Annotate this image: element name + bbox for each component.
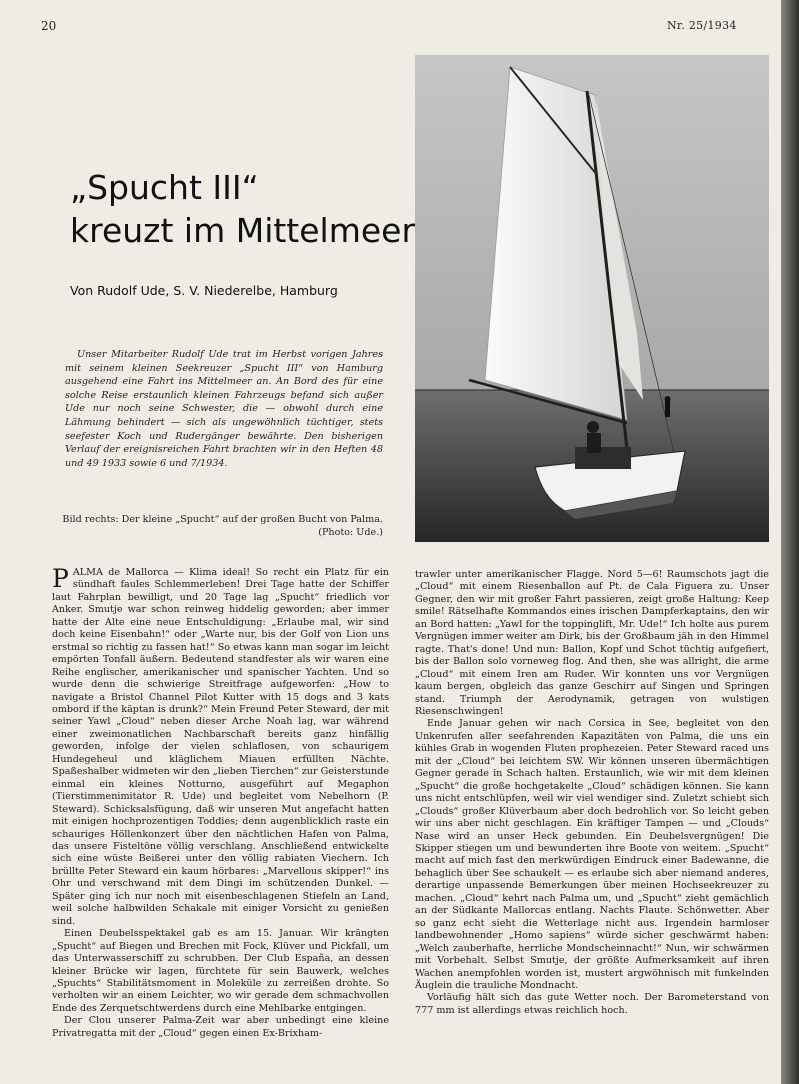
caption-text: Bild rechts: Der kleine „Spucht“ auf der großen Bucht von Palma. — [62, 514, 383, 525]
figure-distance — [665, 401, 670, 417]
sailor-body — [587, 433, 601, 453]
byline: Von Rudolf Ude, S. V. Niederelbe, Hamburg — [70, 283, 338, 298]
article-title-line1: „Spucht III“ — [70, 168, 259, 207]
photo-credit: (Photo: Ude.) — [318, 526, 383, 538]
issue-number: Nr. 25/1934 — [667, 19, 737, 32]
cabin — [575, 447, 631, 469]
sailor-head — [587, 421, 599, 433]
figure-head — [665, 396, 671, 402]
article-title-line2: kreuzt im Mittelmeer — [70, 211, 416, 250]
drop-cap: P — [52, 564, 69, 593]
intro-paragraph: Unser Mitarbeiter Rudolf Ude trat im Herbst vorigen Jahres mit seinem kleinen Seekreuzer „Spucht III“ von Hamburg ausgehend eine Fahrt ins Mittelmeer an. An Bord des für eine solche Reise erstaunlich kleinen Fahrzeugs befand sich außer Ude nur noch seine Schwester, die — obwohl durch eine Lähmung behindert — sich als ungewöhnlich tüchtiger, stets seefester Koch und Rudergänger bewährte. Den bisherigen Verlauf der ereignisreichen Fahrt brachten wir in den Heften 48 und 49 1933 sowie 6 und 7/1934. — [65, 349, 383, 469]
body-paragraph: trawler unter amerikanischer Flagge. Nord 5—6! Raumschots jagt die „Cloud“ mit einem Riesenballon auf Pt. de Cala Figuera zu. Unser Gegner, den wir mit großer Fahrt passieren, zeigt große Haltung: Keep smile! Rätselhafte Kommandos eines irischen Dampferkaptains, den wir an Bord hatten: „Yawl for the toppinglift, Mr. Ude!“ Ich holte aus purem Vergnügen immer weiter am Dirk, bis der Großbaum jäh in den Himmel ragte. That's done! Und nun: Ballon, Kopf und Schot tüchtig aufgefiert, bis der Ballon solo vorneweg flog. And then, she was allright, die arme „Cloud“ mit einem Iren am Ruder. Wir konnten uns vor Vergnügen kaum bergen, obgleich das ganze Geschirr auf Singen und Springen stand. Triumph der Aerodynamik, getragen von wulstigen Riesenschwingen! — [415, 569, 769, 717]
body-paragraph — [52, 564, 389, 928]
body-paragraph: Einen Deubelsspektakel gab es am 15. Januar. Wir krängten „Spucht“ auf Biegen und Brechen mit Fock, Klüver und Pickfall, um das Unterwasserschiff zu schrubben. Der Club España, an dessen kleiner Brücke wir lagen, fürchtete für sein Bauwerk, welches „Spuchts“ Stabilitätsmoment in Moleküle zu zerreißen drohte. So verholten wir an einem Leichter, wo wir gerade dem schmachvollen Ende des Zerquetschtwerdens durch eine Mehlbarke entgingen. — [52, 928, 389, 1014]
text-column-left — [52, 564, 389, 1040]
body-paragraph: Vorläufig hält sich das gute Wetter noch. Der Barometerstand von 777 mm ist allerdings etwas reichlich hoch. — [415, 992, 769, 1016]
photo-caption — [55, 514, 383, 539]
text-column-right — [415, 569, 769, 1017]
page-number: 20 — [41, 19, 57, 33]
body-paragraph: Ende Januar gehen wir nach Corsica in See, begleitet von den Unkenrufen aller seefahrenden Kapazitäten von Palma, die uns ein kühles Grab in wogenden Fluten prophezeien. Peter Steward raced uns mit der „Cloud“ bei leichtem SW. Wir können unseren übermächtigen Gegner gerade in Schach halten. Erstaunlich, wie wir mit dem kleinen „Spucht“ die große hochgetakelte „Cloud“ schädigen können. Sie kann uns nicht entschlüpfen, weil wir viel wendiger sind. Zuletzt schiebt sich „Clouds“ großer Klüverbaum aber doch bedrohlich vor. So leicht geben wir uns aber nicht geschlagen. Ein kräftiger Tampen — und „Clouds“ Nase wird an unser Heck gebunden. Ein Deubelsvergnügen! Die Skipper stiegen um und bewunderten ihre Boote von weitem. „Spucht“ macht auf mich fast den merkwürdigen Eindruck einer Badewanne, die behaglich über See schaukelt — es erlaube sich aber niemand anderes, derartige unpassende Bemerkungen über meinen Hochseekreuzer zu machen. „Cloud“ kehrt nach Palma um, und „Spucht“ zieht gemächlich an der Südkante Mallorcas entlang. Nachts Flaute. Schönwetter. Aber so ganz echt sieht die Wetterlage nicht aus. Irgendein harmloser landbewohnender „Homo sapiens“ würde sicher geschwärmt haben: „Welch zauberhafte, herrliche Mondscheinnacht!“ Nun, wir schwärmen mit Vorbehalt. Selbst Smutje, der größte Aufmerksamkeit auf ihren Wachen anempfohlen worden ist, mustert argwöhnisch mit funkelnden Äuglein die trauliche Mondnacht. — [415, 718, 769, 991]
sailboat-photo — [415, 55, 769, 542]
paragraph-text: ALMA de Mallorca — Klima ideal! So recht ein Platz für ein sündhaft faules Schlemmerleben! Drei Tage hatte der Schiffer laut Fahrplan bewilligt, und 20 Tage lag „Spucht“ friedlich vor Anker. Smutje war schon reinweg hiddelig geworden; aber immer hatte der Alte eine neue Entschuldigung: „Erlaube mal, wir sind doch keine Eisenbahn!“ oder „Warte nur, bis der Golf von Lion uns erstmal so richtig zu fassen hat!“ So etwas kann man sogar im leicht empörten Tonfall äußern. Bedeutend standfester als wir waren eine Reihe englischer, amerikanischer und spanischer Yachten. Und so wurde denn die schwierige Streitfrage aufgeworfen: „How to navigate a Bristol Channel Pilot Kutter with 15 dogs and 3 kats ombord if the käptan is drunk?“ Mein Freund Peter Steward, der mit seiner Yawl „Cloud“ neben dieser Arche Noah lag, war während einer zweimonatlichen Nachbarschaft bereits ganz hinfällig geworden, infolge der vielen schlaflosen, von schaurigem Hundegeheul und kläglichem Miauen erfüllten Nächte. Spaßeshalber widmeten wir den „lieben Tierchen“ zur Geisterstunde einmal ein kleines Notturno, ausgeführt auf Megaphon (Tierstimmenimitator R. Ude) und begleitet vom Nebelhorn (P. Steward). Schicksalsfügung, daß wir unseren Mut angefacht hatten mit einigen hochprozentigen Toddies; denn augenblicklich raste ein schauriges Höllenkonzert über den nächtlichen Hafen von Palma, das unsere Fisteltöne völlig verschlang. Anschließend entwickelte sich eine wüste Beißerei unter den völlig rabiaten Viechern. Ich brüllte Peter Steward ein kaum hörbares: „Marvellous skipper!“ ins Ohr und verschwand mit dem Dingi im schützenden Dunkel. — Später ging ich nur noch mit eisenbeschlagenen Stiefeln an Land, weil solche halbwilden Schakale mit einiger Vorsicht zu genießen sind. — [52, 567, 389, 927]
body-paragraph: Der Clou unserer Palma-Zeit war aber unbedingt eine kleine Privatregatta mit der „Cloud“ gegen einen Ex-Brixham- — [52, 1015, 389, 1039]
binding-gutter — [781, 0, 799, 1084]
